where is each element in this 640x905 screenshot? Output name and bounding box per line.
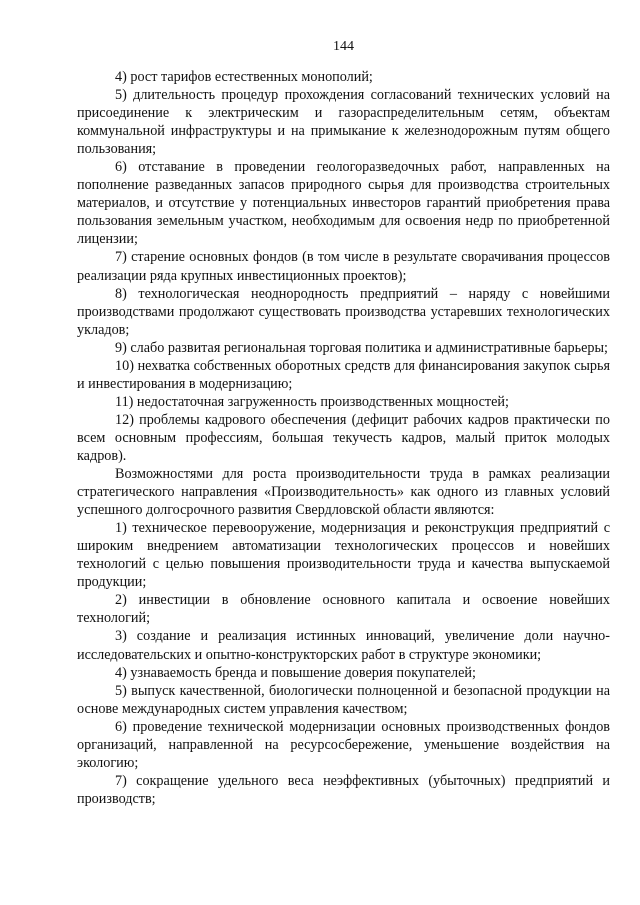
opportunity-item-modernization: 1) техническое перевооружение, модернизация и реконструкция предприятий с широким внедрением автоматизации технологических процессов и новейших технологий с целью повышения производительности труда и качества выпускаемой продукции; bbox=[77, 520, 610, 591]
list-item-capacity-utilization: 11) недостаточная загруженность производственных мощностей; bbox=[115, 393, 509, 410]
opportunity-item-quality: 5) выпуск качественной, биологически полноценной и безопасной продукции на основе международных систем управления качеством; bbox=[77, 682, 610, 717]
list-item-tariffs: 4) рост тарифов естественных монополий; bbox=[115, 69, 373, 85]
page-number: 144 bbox=[333, 39, 354, 54]
list-item-trade-policy: 9) слабо развитая региональная торговая политика и административные барьеры; bbox=[115, 339, 608, 356]
document-page bbox=[77, 38, 610, 808]
opportunity-item-innovation: 3) создание и реализация истинных инноваций, увеличение доли научно-исследовательских и опытно-конструкторских работ в структуре экономики; bbox=[77, 628, 610, 663]
list-item-staffing: 12) проблемы кадрового обеспечения (дефицит рабочих кадров практически по всем основным профессиям, большая текучесть кадров, малый приток молодых кадров). bbox=[77, 411, 610, 464]
list-item-approval-procedures: 5) длительность процедур прохождения согласований технических условий на присоединение к электрическим и газораспределительным сетям, объектам коммунальной инфраструктуры и на примыкание к железнодорожным путям общего пользования; bbox=[77, 87, 610, 158]
opportunities-intro: Возможностями для роста производительности труда в рамках реализации стратегического направления «Производительность» как одного из главных условий успешного долгосрочного развития Свердловской области являются: bbox=[77, 466, 610, 519]
list-item-aging-assets: 7) старение основных фондов (в том числе в результате сворачивания процессов реализации ряда крупных инвестиционных проектов); bbox=[77, 249, 610, 284]
opportunity-item-investment: 2) инвестиции в обновление основного капитала и освоение новейших технологий; bbox=[77, 592, 610, 627]
opportunity-item-inefficient-reduction: 7) сокращение удельного веса неэффективных (убыточных) предприятий и производств; bbox=[77, 772, 610, 807]
opportunity-item-brand: 4) узнаваемость бренда и повышение доверия покупателей; bbox=[115, 664, 476, 681]
list-item-working-capital: 10) нехватка собственных оборотных средств для финансирования закупок сырья и инвестирования в модернизацию; bbox=[77, 357, 610, 392]
opportunity-item-technical-modernization: 6) проведение технической модернизации основных производственных фондов организаций, направленной на ресурсосбережение, уменьшение воздействия на экологию; bbox=[77, 718, 610, 771]
list-item-geological-exploration: 6) отставание в проведении геологоразведочных работ, направленных на пополнение разведанных запасов природного сырья для производства строительных материалов, и отсутствие у потенциальных инвесторов гарантий приобретения права пользования земельным участком, необходимым для освоения недр по приобретенной лицензии; bbox=[77, 159, 610, 248]
list-item-technological-heterogeneity: 8) технологическая неоднородность предприятий – наряду с новейшими производствами продолжают существовать производства устаревших технологических укладов; bbox=[77, 285, 610, 338]
